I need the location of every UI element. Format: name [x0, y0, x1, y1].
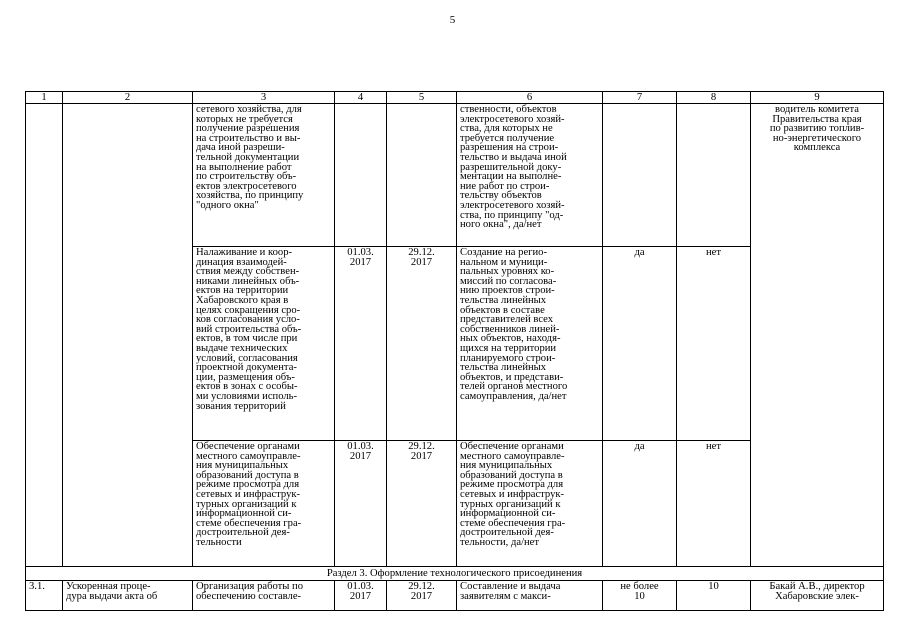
text-line: 10	[634, 590, 645, 602]
value-cell: 10	[677, 581, 751, 611]
text-line: тельства линейных	[460, 294, 547, 306]
text-line: ектов на территории	[196, 285, 289, 297]
text-line: ектов электросетевого	[196, 180, 297, 192]
text-line: тельности, да/нет	[460, 536, 540, 548]
text-line: щихся на территории	[460, 342, 557, 354]
text-line: 01.03.	[347, 247, 374, 258]
text-line: Обеспечение органами	[460, 441, 564, 452]
text-line: требуется получение	[460, 132, 555, 144]
responsible-cell	[751, 581, 884, 611]
table-row	[26, 581, 884, 611]
text-line: по строительству объ-	[196, 171, 297, 183]
text-line: ков согласования усло-	[196, 314, 300, 326]
text-line: тельства линейных	[460, 362, 547, 374]
text-line: планируемого строи-	[460, 352, 556, 364]
text-line: Бакай А.В., директор	[769, 581, 865, 592]
text-line: 29.12.	[408, 247, 435, 258]
text-line: тельности	[196, 536, 242, 548]
text-line: телей органов местного	[460, 381, 568, 393]
table-row	[26, 104, 884, 247]
text-line: достроительной дея-	[460, 527, 554, 539]
text-line: самоуправления, да/нет	[460, 390, 567, 402]
text-line: ного окна", да/нет	[460, 219, 542, 231]
start-date-cell	[335, 441, 387, 567]
text-line: получение разрешения	[196, 123, 300, 135]
text-line: обеспечению составле-	[196, 590, 302, 602]
text-line: пальных уровнях ко-	[460, 266, 555, 278]
text-line: информационной си-	[460, 508, 556, 520]
text-line: стеме обеспечения гра-	[196, 517, 302, 529]
text-line: не более	[620, 581, 659, 592]
text-line: 2017	[349, 590, 372, 602]
text-line: 01.03.	[347, 441, 374, 452]
text-line: ства, для которых не	[460, 123, 553, 135]
text-line: собственников линей-	[460, 323, 560, 335]
text-line: Ускоренная проце-	[66, 581, 151, 592]
measure-cell	[193, 104, 335, 247]
text-line: на выполнение работ	[196, 161, 292, 173]
measure-cell	[193, 441, 335, 567]
text-line: вий строительства объ-	[196, 323, 302, 335]
end-date-cell	[387, 247, 457, 441]
text-line: Создание на регио-	[460, 247, 547, 258]
text-line: но-энергетического	[772, 132, 862, 144]
text-line: ектов, в том числе при	[196, 333, 298, 345]
measures-table	[25, 91, 884, 611]
text-line: турных организаций к	[196, 498, 297, 510]
text-line: тельство и выдача иной	[460, 151, 567, 163]
text-line: 29.12.	[408, 441, 435, 452]
header-cell: 9	[751, 92, 884, 104]
text-line: режиме просмотра для	[460, 479, 564, 491]
header-cell: 6	[457, 92, 603, 104]
measure-cell	[193, 247, 335, 441]
text-line: ных объектов, находя-	[460, 333, 561, 345]
text-line: электросетевого хозяй-	[460, 199, 565, 211]
indicator-cell	[457, 581, 603, 611]
end-date-cell	[387, 441, 457, 567]
value-cell: да	[603, 441, 677, 567]
text-line: "одного окна"	[196, 199, 259, 211]
text-line: ментации на выполне-	[460, 171, 562, 183]
text-line: проектной документа-	[196, 362, 297, 374]
text-line: турных организаций к	[460, 498, 561, 510]
text-line: достроительной дея-	[196, 527, 290, 539]
row-number: 3.1.	[26, 581, 63, 611]
indicator-cell	[457, 247, 603, 441]
text-line: ции, размещения объ-	[196, 371, 295, 383]
text-line: Хабаровские элек-	[775, 590, 859, 602]
text-line: миссий по согласова-	[460, 275, 557, 287]
text-line: образований доступа в	[196, 469, 299, 481]
text-line: 01.03.	[347, 581, 374, 592]
text-line: тельству объектов	[460, 190, 542, 202]
header-row	[26, 92, 884, 104]
text-line: Обеспечение органами	[196, 441, 300, 452]
responsible-cell	[751, 104, 884, 247]
header-cell: 2	[63, 92, 193, 104]
header-cell: 1	[26, 92, 63, 104]
text-line: объектов в составе	[460, 304, 545, 316]
section-row	[26, 567, 884, 581]
text-line: сетевых и инфраструк-	[460, 488, 565, 500]
text-line: нию проектов строи-	[460, 285, 555, 297]
value-cell: нет	[677, 247, 751, 441]
text-line: местного самоуправле-	[196, 450, 301, 462]
header-cell: 4	[335, 92, 387, 104]
text-line: ние работ по строи-	[460, 180, 550, 192]
text-line: 2017	[410, 590, 433, 602]
text-line: водитель комитета	[775, 104, 859, 115]
page-number: 5	[449, 14, 456, 26]
text-line: Правительства края	[772, 113, 862, 125]
text-line: образований доступа в	[460, 469, 563, 481]
value-cell	[603, 581, 677, 611]
text-line: стеме обеспечения гра-	[460, 517, 566, 529]
text-line: 29.12.	[408, 581, 435, 592]
text-line: которых не требуется	[196, 113, 293, 125]
text-line: дача иной разреши-	[196, 142, 285, 154]
text-line: ния муниципальных	[196, 460, 289, 472]
text-line: информационной си-	[196, 508, 292, 520]
text-line: 2017	[410, 450, 433, 462]
text-line: ствия между собствен-	[196, 266, 300, 278]
start-date-cell	[335, 247, 387, 441]
text-line: нальном и муници-	[460, 256, 548, 268]
text-line: Хабаровского края в	[196, 294, 289, 306]
text-line: ственности, объектов	[460, 104, 557, 115]
text-line: сетевых и инфраструк-	[196, 488, 301, 500]
measure-cell	[193, 581, 335, 611]
text-line: зования территорий	[196, 400, 286, 412]
text-line: режиме просмотра для	[196, 479, 300, 491]
text-line: ния муниципальных	[460, 460, 553, 472]
value-cell: нет	[677, 441, 751, 567]
text-line: ства, по принципу "од-	[460, 209, 564, 221]
table-row	[26, 441, 884, 567]
text-line: выдаче технических	[196, 342, 288, 354]
text-line: целях сокращения сро-	[196, 304, 301, 316]
text-line: местного самоуправле-	[460, 450, 565, 462]
text-line: тельной документации	[196, 151, 300, 163]
start-date-cell	[335, 581, 387, 611]
text-line: комплекса	[793, 142, 841, 154]
table-row	[26, 247, 884, 441]
header-cell: 3	[193, 92, 335, 104]
text-line: ектов в зонах с особы-	[196, 381, 298, 393]
text-line: никами линейных объ-	[196, 275, 300, 287]
text-line: заявителям с макси-	[460, 590, 551, 602]
value-cell: да	[603, 247, 677, 441]
text-line: электросетевого хозяй-	[460, 113, 565, 125]
text-line: дура выдачи акта об	[66, 590, 158, 602]
indicator-cell	[457, 104, 603, 247]
text-line: 2017	[349, 256, 372, 268]
text-line: Организация работы по	[196, 581, 303, 592]
text-line: Налаживание и коор-	[196, 247, 293, 258]
end-date-cell	[387, 581, 457, 611]
text-line: 2017	[410, 256, 433, 268]
text-line: условий, согласования	[196, 352, 298, 364]
header-cell: 8	[677, 92, 751, 104]
section-heading: Раздел 3. Оформление технологического присоединения	[26, 567, 884, 581]
text-line: 2017	[349, 450, 372, 462]
text-line: динация взаимодей-	[196, 256, 287, 268]
text-line: ми условиями исполь-	[196, 390, 298, 402]
text-line: объектов, и представи-	[460, 371, 564, 383]
text-line: сетевого хозяйства, для	[196, 104, 302, 115]
text-line: Составление и выдача	[460, 581, 561, 592]
header-cell: 5	[387, 92, 457, 104]
text-line: представителей всех	[460, 314, 554, 326]
header-cell: 7	[603, 92, 677, 104]
item-cell	[63, 581, 193, 611]
indicator-cell	[457, 441, 603, 567]
text-line: по развитию топлив-	[769, 123, 865, 135]
text-line: на строительство и вы-	[196, 132, 301, 144]
text-line: разрешительной доку-	[460, 161, 562, 173]
text-line: разрешения на строи-	[460, 142, 559, 154]
text-line: хозяйства, по принципу	[196, 190, 304, 202]
